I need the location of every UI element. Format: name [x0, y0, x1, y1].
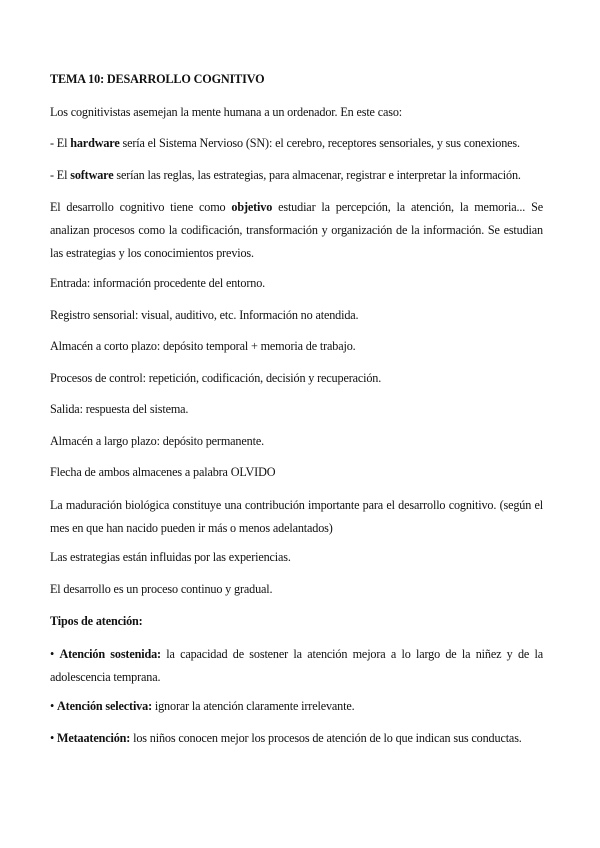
software-text: serían las reglas, las estrategias, para almacenar, registrar e interpretar la información. — [113, 168, 521, 182]
bullet-icon: • — [50, 731, 58, 745]
attention-type-term: Metaatención: — [57, 731, 131, 745]
hardware-paragraph — [50, 132, 543, 155]
model-item-procesos: Procesos de control: repetición, codificación, decisión y recuperación. — [50, 371, 382, 385]
bullet-icon: • — [50, 699, 58, 713]
model-item-corto-plazo: Almacén a corto plazo: depósito temporal + memoria de trabajo. — [50, 339, 356, 353]
model-item-registro: Registro sensorial: visual, auditivo, etc. Información no atendida. — [50, 308, 359, 322]
attention-type-text: ignorar la atención claramente irrelevante. — [151, 699, 355, 713]
model-item-olvido: Flecha de ambos almacenes a palabra OLVIDO — [50, 465, 276, 479]
continuo-paragraph: El desarrollo es un proceso continuo y gradual. — [50, 582, 273, 596]
model-item-largo-plazo: Almacén a largo plazo: depósito permanente. — [50, 434, 264, 448]
tipos-heading — [50, 610, 543, 633]
software-prefix: - El — [50, 168, 71, 182]
attention-type-text: la capacidad de sostener la atención mejora a lo largo de la niñez y de la adolescencia temprana. — [50, 647, 543, 684]
attention-type-item — [50, 727, 543, 750]
objetivo-text: estudiar la percepción, la atención, la memoria... Se analizan procesos como la codificación, transformación y organización de la información. Se estudian las estrategias y los conocimientos previos. — [50, 200, 543, 260]
intro-paragraph: Los cognitivistas asemejan la mente humana a un ordenador. En este caso: — [50, 105, 403, 119]
objetivo-paragraph — [50, 196, 543, 265]
attention-type-term: Atención selectiva: — [57, 699, 152, 713]
attention-type-term: Atención sostenida: — [59, 647, 161, 661]
software-term: software — [70, 168, 114, 182]
objetivo-prefix: El desarrollo cognitivo tiene como — [50, 200, 232, 214]
maduracion-paragraph: La maduración biológica constituye una contribución importante para el desarrollo cognitivo. (según el mes en que han nacido pueden ir más o menos adelantados) — [50, 498, 543, 535]
hardware-term: hardware — [70, 136, 120, 150]
page-title — [50, 68, 543, 91]
objetivo-term: objetivo — [231, 200, 273, 214]
bullet-icon: • — [50, 647, 60, 661]
model-item-entrada: Entrada: información procedente del entorno. — [50, 276, 266, 290]
software-paragraph — [50, 164, 543, 187]
hardware-text: sería el Sistema Nervioso (SN): el cerebro, receptores sensoriales, y sus conexiones. — [119, 136, 520, 150]
attention-type-text: los niños conocen mejor los procesos de atención de lo que indican sus conductas. — [130, 731, 522, 745]
estrategias-paragraph: Las estrategias están influidas por las experiencias. — [50, 550, 291, 564]
hardware-prefix: - El — [50, 136, 71, 150]
attention-type-item — [50, 695, 543, 718]
model-item-salida: Salida: respuesta del sistema. — [50, 402, 189, 416]
attention-type-item — [50, 643, 543, 689]
title-text: TEMA 10: DESARROLLO COGNITIVO — [50, 72, 265, 86]
tipos-heading-text: Tipos de atención: — [50, 614, 143, 628]
